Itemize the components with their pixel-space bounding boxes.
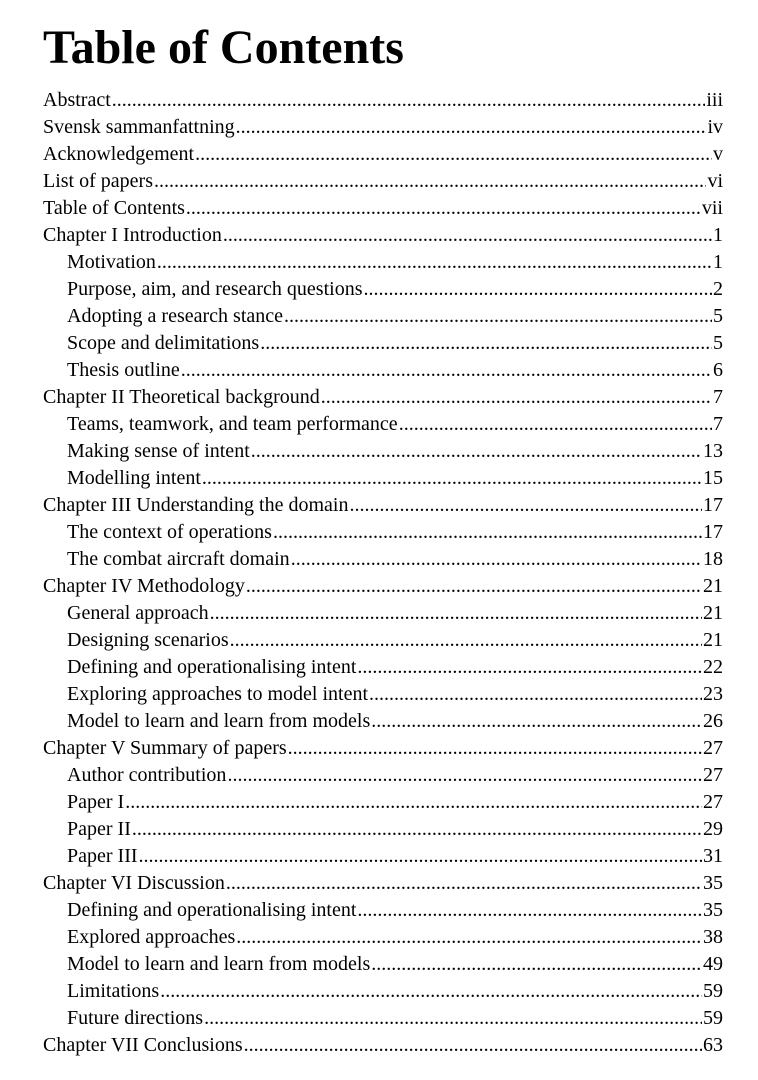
toc-subsection-entry[interactable] [43, 357, 723, 384]
toc-entry-label: Exploring approaches to model intent [67, 683, 369, 705]
dot-leader [181, 357, 712, 384]
toc-entry-page-number: 27 [703, 737, 723, 759]
toc-entry-page-number: 21 [703, 629, 723, 651]
toc-subsection-entry[interactable] [43, 249, 723, 276]
toc-entry-label: The context of operations [67, 521, 272, 543]
toc-chapter-entry[interactable] [43, 195, 723, 222]
toc-list [43, 87, 723, 1059]
dot-leader [349, 492, 702, 519]
dot-leader [186, 195, 701, 222]
toc-chapter-entry[interactable] [43, 735, 723, 762]
toc-entry-page-number: 5 [713, 332, 723, 354]
toc-entry-page-number: iv [707, 116, 723, 138]
dot-leader [284, 303, 712, 330]
toc-chapter-entry[interactable] [43, 114, 723, 141]
toc-chapter-entry[interactable] [43, 1032, 723, 1059]
dot-leader [357, 897, 702, 924]
toc-entry-page-number: vi [707, 170, 723, 192]
toc-entry-page-number: 17 [703, 494, 723, 516]
toc-chapter-entry[interactable] [43, 573, 723, 600]
toc-subsection-entry[interactable] [43, 276, 723, 303]
toc-entry-label: Teams, teamwork, and team performance [67, 413, 398, 435]
dot-leader [321, 384, 712, 411]
dot-leader [157, 249, 712, 276]
toc-entry-label: Modelling intent [67, 467, 201, 489]
toc-entry-page-number: 23 [703, 683, 723, 705]
dot-leader [154, 168, 706, 195]
toc-entry-page-number: 26 [703, 710, 723, 732]
toc-entry-label: Designing scenarios [67, 629, 229, 651]
toc-entry-page-number: 27 [703, 791, 723, 813]
toc-subsection-entry[interactable] [43, 411, 723, 438]
dot-leader [273, 519, 702, 546]
toc-entry-label: Chapter VI Discussion [43, 872, 225, 894]
toc-subsection-entry[interactable] [43, 1005, 723, 1032]
toc-entry-label: Motivation [67, 251, 156, 273]
toc-subsection-entry[interactable] [43, 708, 723, 735]
toc-entry-label: The combat aircraft domain [67, 548, 290, 570]
dot-leader [204, 1005, 702, 1032]
toc-entry-page-number: 38 [703, 926, 723, 948]
dot-leader [210, 600, 702, 627]
toc-entry-label: Author contribution [67, 764, 227, 786]
dot-leader [371, 708, 702, 735]
toc-entry-page-number: 27 [703, 764, 723, 786]
toc-entry-page-number: 49 [703, 953, 723, 975]
dot-leader [371, 951, 702, 978]
dot-leader [251, 438, 702, 465]
toc-entry-page-number: 31 [703, 845, 723, 867]
page-title: Table of Contents [43, 21, 404, 74]
toc-chapter-entry[interactable] [43, 141, 723, 168]
toc-entry-label: Adopting a research stance [67, 305, 284, 327]
toc-subsection-entry[interactable] [43, 924, 723, 951]
toc-entry-label: General approach [67, 602, 209, 624]
toc-subsection-entry[interactable] [43, 762, 723, 789]
toc-subsection-entry[interactable] [43, 546, 723, 573]
toc-entry-page-number: 6 [713, 359, 723, 381]
toc-entry-page-number: 7 [713, 386, 723, 408]
dot-leader [291, 546, 702, 573]
toc-chapter-entry[interactable] [43, 492, 723, 519]
dot-leader [226, 870, 702, 897]
dot-leader [195, 141, 712, 168]
toc-chapter-entry[interactable] [43, 168, 723, 195]
dot-leader [357, 654, 702, 681]
dot-leader [236, 114, 707, 141]
toc-entry-label: Thesis outline [67, 359, 180, 381]
toc-subsection-entry[interactable] [43, 438, 723, 465]
toc-entry-page-number: 7 [713, 413, 723, 435]
toc-entry-label: Model to learn and learn from models [67, 953, 371, 975]
dot-leader [369, 681, 702, 708]
toc-subsection-entry[interactable] [43, 843, 723, 870]
toc-entry-page-number: 15 [703, 467, 723, 489]
toc-entry-page-number: 18 [703, 548, 723, 570]
toc-entry-label: Explored approaches [67, 926, 236, 948]
toc-entry-label: Table of Contents [43, 197, 185, 219]
toc-subsection-entry[interactable] [43, 330, 723, 357]
toc-subsection-entry[interactable] [43, 303, 723, 330]
toc-entry-label: Making sense of intent [67, 440, 250, 462]
toc-entry-label: Model to learn and learn from models [67, 710, 371, 732]
dot-leader [112, 87, 706, 114]
toc-subsection-entry[interactable] [43, 978, 723, 1005]
dot-leader [160, 978, 702, 1005]
toc-entry-label: Paper III [67, 845, 138, 867]
toc-subsection-entry[interactable] [43, 816, 723, 843]
toc-chapter-entry[interactable] [43, 87, 723, 114]
toc-subsection-entry[interactable] [43, 600, 723, 627]
toc-entry-page-number: 22 [703, 656, 723, 678]
toc-entry-label: Defining and operationalising intent [67, 656, 357, 678]
toc-entry-page-number: 1 [713, 251, 723, 273]
toc-entry-page-number: iii [706, 89, 723, 111]
toc-entry-page-number: 13 [703, 440, 723, 462]
toc-entry-label: Purpose, aim, and research questions [67, 278, 363, 300]
toc-entry-page-number: 17 [703, 521, 723, 543]
dot-leader [202, 465, 702, 492]
toc-entry-page-number: vii [701, 197, 723, 219]
toc-entry-page-number: 63 [703, 1034, 723, 1056]
toc-chapter-entry[interactable] [43, 870, 723, 897]
dot-leader [125, 789, 702, 816]
toc-entry-page-number: 5 [713, 305, 723, 327]
dot-leader [132, 816, 702, 843]
toc-entry-label: Abstract [43, 89, 111, 111]
dot-leader [363, 276, 712, 303]
dot-leader [227, 762, 702, 789]
toc-entry-page-number: 59 [703, 1007, 723, 1029]
toc-entry-label: Svensk sammanfattning [43, 116, 235, 138]
toc-chapter-entry[interactable] [43, 384, 723, 411]
dot-leader [246, 573, 702, 600]
toc-subsection-entry[interactable] [43, 627, 723, 654]
toc-entry-label: Future directions [67, 1007, 204, 1029]
dot-leader [139, 843, 702, 870]
dot-leader [288, 735, 702, 762]
toc-subsection-entry[interactable] [43, 465, 723, 492]
dot-leader [223, 222, 712, 249]
toc-entry-label: Paper I [67, 791, 125, 813]
dot-leader [230, 627, 702, 654]
toc-chapter-entry[interactable] [43, 222, 723, 249]
toc-entry-page-number: 59 [703, 980, 723, 1002]
toc-subsection-entry[interactable] [43, 897, 723, 924]
toc-entry-label: Defining and operationalising intent [67, 899, 357, 921]
toc-subsection-entry[interactable] [43, 654, 723, 681]
toc-subsection-entry[interactable] [43, 789, 723, 816]
toc-entry-label: Limitations [67, 980, 160, 1002]
toc-entry-label: Chapter II Theoretical background [43, 386, 320, 408]
toc-entry-page-number: v [713, 143, 723, 165]
toc-entry-label: Chapter VII Conclusions [43, 1034, 243, 1056]
toc-entry-label: Chapter I Introduction [43, 224, 222, 246]
toc-entry-page-number: 35 [703, 899, 723, 921]
toc-entry-label: Chapter III Understanding the domain [43, 494, 349, 516]
toc-entry-label: Paper II [67, 818, 131, 840]
toc-entry-label: Chapter IV Methodology [43, 575, 245, 597]
dot-leader [260, 330, 712, 357]
toc-entry-page-number: 21 [703, 575, 723, 597]
toc-entry-label: Scope and delimitations [67, 332, 260, 354]
toc-subsection-entry[interactable] [43, 681, 723, 708]
toc-entry-page-number: 35 [703, 872, 723, 894]
toc-subsection-entry[interactable] [43, 951, 723, 978]
toc-entry-label: List of papers [43, 170, 153, 192]
toc-subsection-entry[interactable] [43, 519, 723, 546]
toc-entry-page-number: 29 [703, 818, 723, 840]
toc-entry-label: Acknowledgement [43, 143, 195, 165]
toc-entry-label: Chapter V Summary of papers [43, 737, 287, 759]
toc-entry-page-number: 1 [713, 224, 723, 246]
toc-entry-page-number: 21 [703, 602, 723, 624]
dot-leader [399, 411, 712, 438]
dot-leader [236, 924, 702, 951]
dot-leader [244, 1032, 702, 1059]
toc-entry-page-number: 2 [713, 278, 723, 300]
